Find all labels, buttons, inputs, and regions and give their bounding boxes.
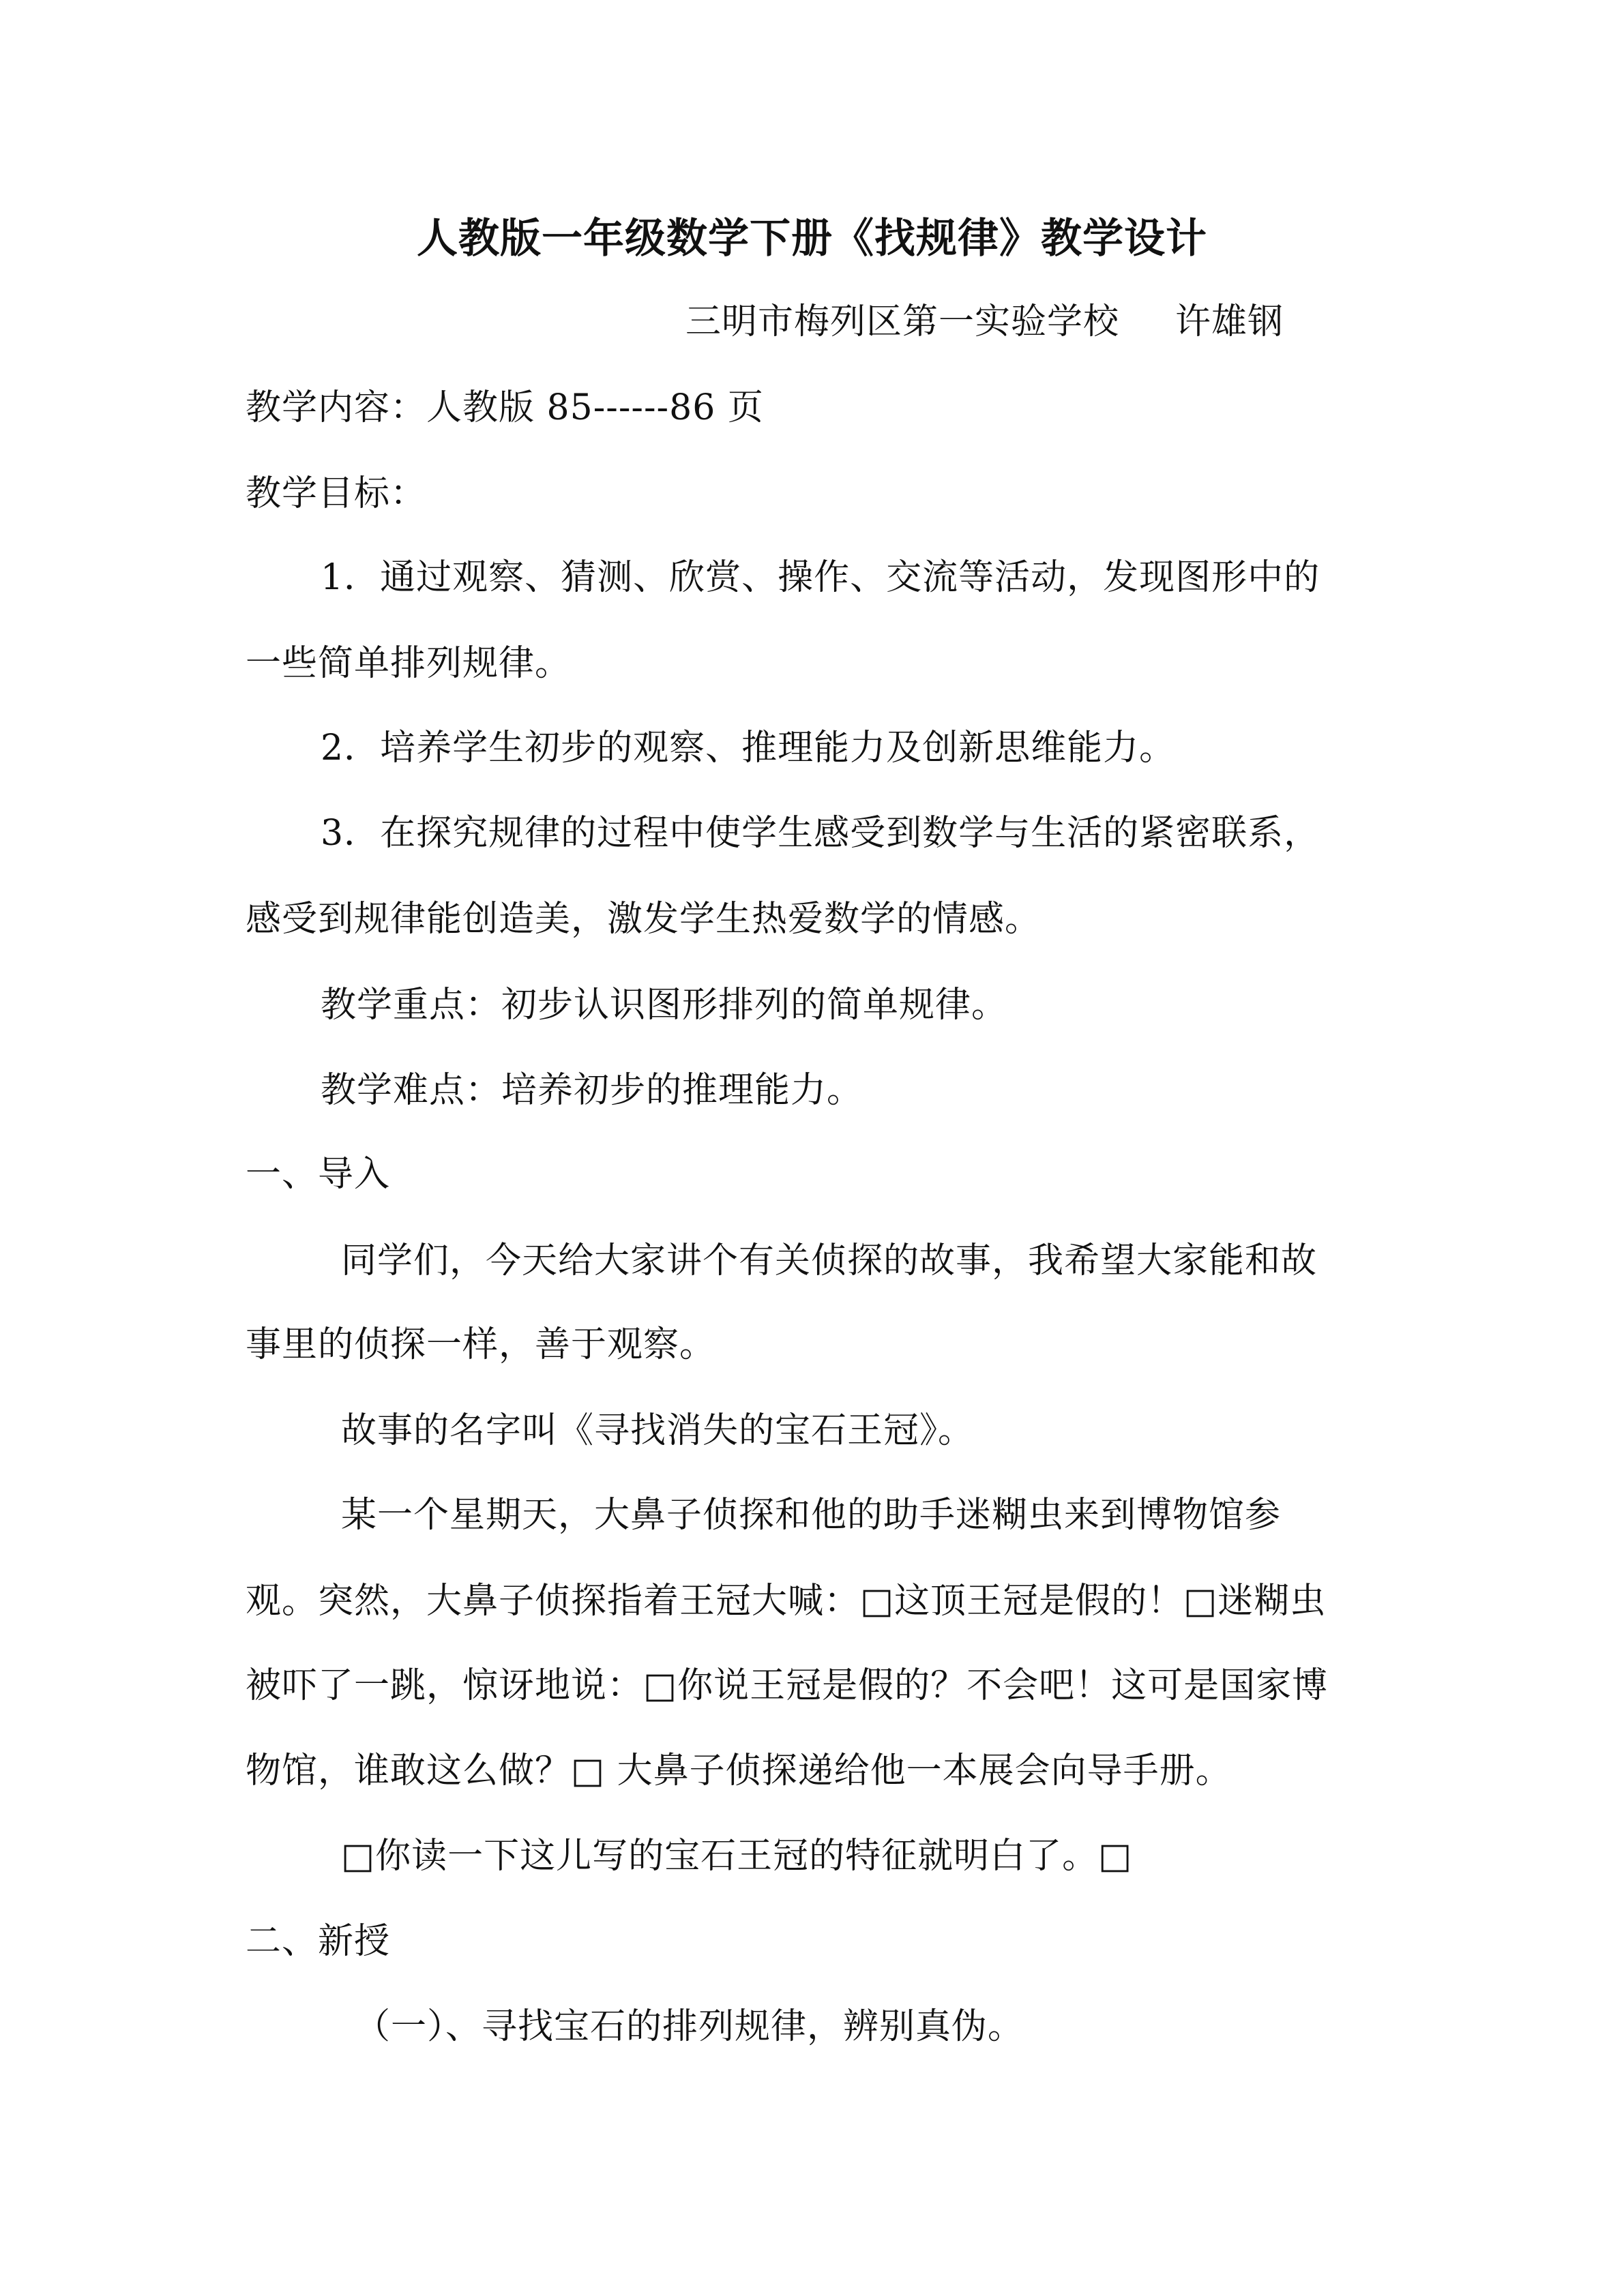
- objectives-heading: 教学目标：: [246, 473, 427, 514]
- objective-1-line-1: 1．通过观察、猜测、欣赏、操作、交流等活动，发现图形中的: [321, 557, 1320, 598]
- intro-paragraph-1-line-1: 同学们，今天给大家讲个有关侦探的故事，我希望大家能和故: [341, 1240, 1318, 1281]
- intro-paragraph-1-line-2: 事里的侦探一样，善于观察。: [246, 1324, 716, 1365]
- author-line: [685, 300, 1284, 344]
- teaching-content: 教学内容：人教版 85------86 页: [246, 387, 764, 428]
- intro-paragraph-3-line-1: 某一个星期天，大鼻子侦探和他的助手迷糊虫来到博物馆参: [341, 1495, 1282, 1536]
- intro-paragraph-2: 故事的名字叫《寻找消失的宝石王冠》。: [341, 1410, 975, 1451]
- objective-1-line-2: 一些简单排列规律。: [246, 643, 572, 684]
- section-2-heading: 二、新授: [246, 1921, 391, 1962]
- difficult-point: 教学难点：培养初步的推理能力。: [321, 1070, 863, 1111]
- section-1-heading: 一、导入: [246, 1154, 391, 1195]
- intro-paragraph-4: □你读一下这儿写的宝石王冠的特征就明白了。□: [341, 1836, 1133, 1877]
- intro-paragraph-3-line-2: 观。突然，大鼻子侦探指着王冠大喊：□这顶王冠是假的！□迷糊虫: [246, 1581, 1327, 1622]
- key-point: 教学重点：初步认识图形排列的简单规律。: [321, 985, 1008, 1026]
- objective-3-line-1: 3．在探究规律的过程中使学生感受到数学与生活的紧密联系，: [321, 813, 1320, 854]
- objective-3-line-2: 感受到规律能创造美，激发学生热爱数学的情感。: [246, 899, 1042, 940]
- author-name: 许雄钢: [1175, 301, 1284, 342]
- subsection-1-heading: （一）、寻找宝石的排列规律，辨别真伪。: [355, 2006, 1024, 2047]
- document-title: 人教版一年级数学下册《找规律》教学设计: [417, 215, 1207, 263]
- intro-paragraph-3-line-4: 物馆，谁敢这么做？□ 大鼻子侦探递给他一本展会向导手册。: [246, 1750, 1232, 1791]
- objective-2: 2．培养学生初步的观察、推理能力及创新思维能力。: [321, 728, 1176, 769]
- intro-paragraph-3-line-3: 被吓了一跳，惊讶地说：□你说王冠是假的？不会吧！这可是国家博: [246, 1665, 1329, 1706]
- author-school: 三明市梅列区第一实验学校: [685, 301, 1120, 342]
